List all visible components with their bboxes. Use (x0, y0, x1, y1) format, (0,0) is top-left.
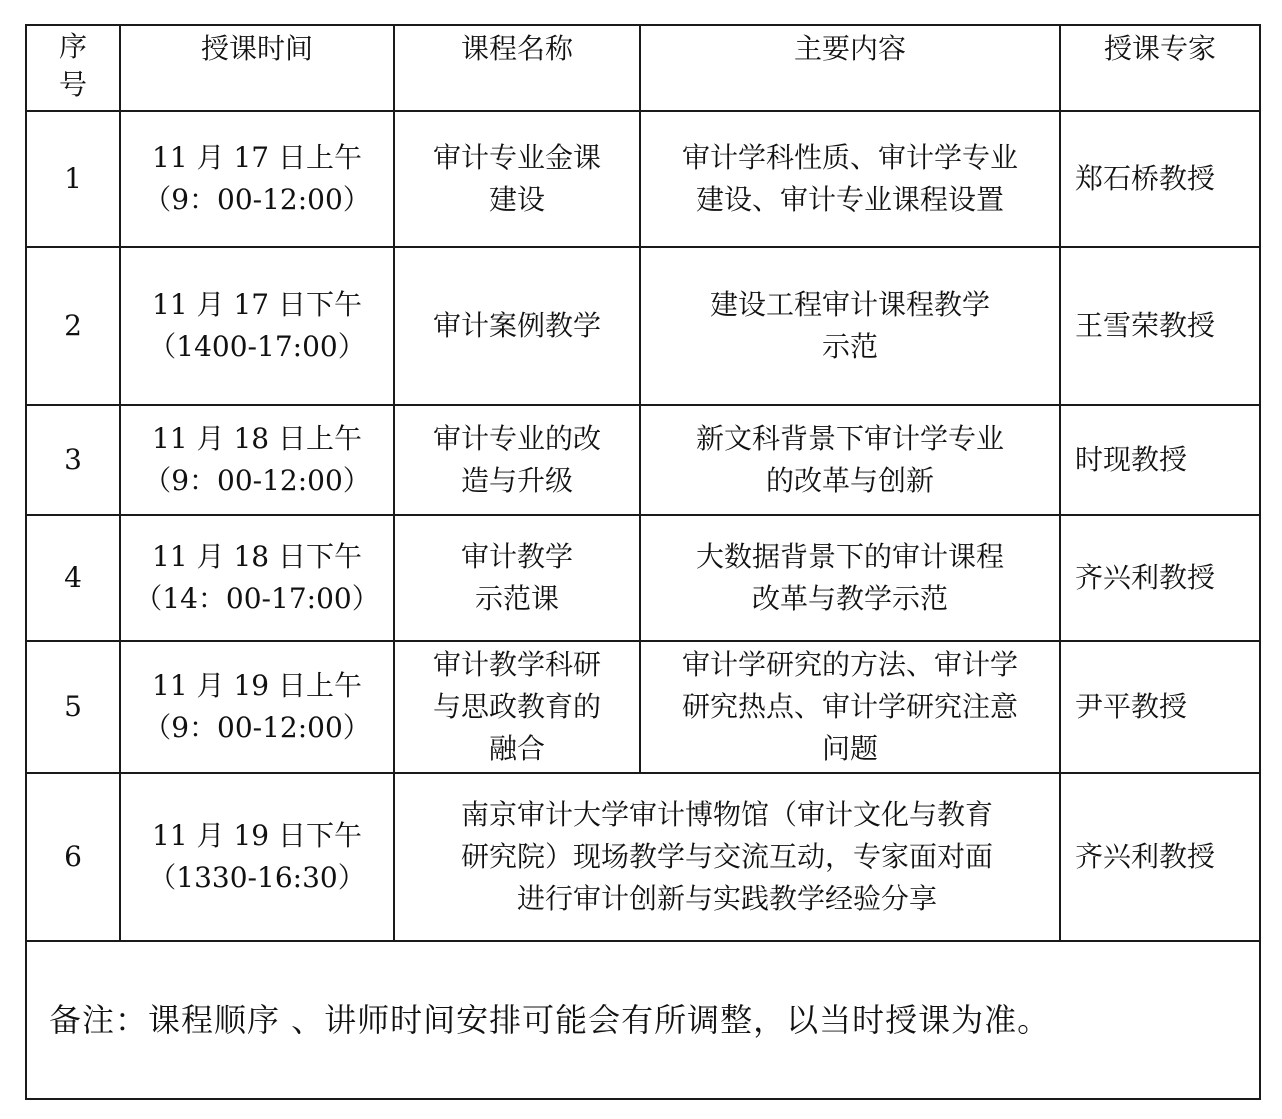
header-no: 序 号 (26, 25, 120, 111)
table-row (26, 773, 1260, 941)
course-expert: 尹平教授 (1060, 641, 1260, 773)
course-name: 审计专业金课 建设 (394, 111, 640, 247)
course-time: 11 月 17 日上午 （9：00-12:00） (120, 111, 394, 247)
row-number: 1 (26, 111, 120, 247)
course-name: 审计案例教学 (394, 247, 640, 405)
course-name: 审计教学 示范课 (394, 515, 640, 641)
course-time: 11 月 18 日下午 （14：00-17:00） (120, 515, 394, 641)
schedule-table (25, 24, 1261, 1100)
row-number: 4 (26, 515, 120, 641)
course-content: 大数据背景下的审计课程 改革与教学示范 (640, 515, 1060, 641)
course-name: 审计专业的改 造与升级 (394, 405, 640, 515)
course-merged-content: 南京审计大学审计博物馆（审计文化与教育 研究院）现场教学与交流互动，专家面对面 进行审计创新与实践教学经验分享 (394, 773, 1060, 941)
course-expert: 郑石桥教授 (1060, 111, 1260, 247)
header-time: 授课时间 (120, 25, 394, 111)
table-row (26, 247, 1260, 405)
table-row (26, 405, 1260, 515)
course-time: 11 月 18 日上午 （9：00-12:00） (120, 405, 394, 515)
course-expert: 王雪荣教授 (1060, 247, 1260, 405)
course-content: 审计学科性质、审计学专业 建设、审计专业课程设置 (640, 111, 1060, 247)
header-content: 主要内容 (640, 25, 1060, 111)
course-expert: 齐兴利教授 (1060, 515, 1260, 641)
header-course: 课程名称 (394, 25, 640, 111)
course-time: 11 月 19 日下午 （1330-16:30） (120, 773, 394, 941)
row-number: 5 (26, 641, 120, 773)
row-number: 2 (26, 247, 120, 405)
course-content: 建设工程审计课程教学 示范 (640, 247, 1060, 405)
course-content: 审计学研究的方法、审计学 研究热点、审计学研究注意 问题 (640, 641, 1060, 773)
course-expert: 时现教授 (1060, 405, 1260, 515)
note-text: 备注：课程顺序 、讲师时间安排可能会有所调整，以当时授课为准。 (26, 941, 1260, 1099)
row-number: 3 (26, 405, 120, 515)
table-row (26, 111, 1260, 247)
course-name: 审计教学科研 与思政教育的 融合 (394, 641, 640, 773)
row-number: 6 (26, 773, 120, 941)
course-expert: 齐兴利教授 (1060, 773, 1260, 941)
course-time: 11 月 17 日下午 （1400-17:00） (120, 247, 394, 405)
header-expert: 授课专家 (1060, 25, 1260, 111)
table-row (26, 641, 1260, 773)
note-row (26, 941, 1260, 1099)
header-row (26, 25, 1260, 111)
course-content: 新文科背景下审计学专业 的改革与创新 (640, 405, 1060, 515)
table-row (26, 515, 1260, 641)
course-time: 11 月 19 日上午 （9：00-12:00） (120, 641, 394, 773)
